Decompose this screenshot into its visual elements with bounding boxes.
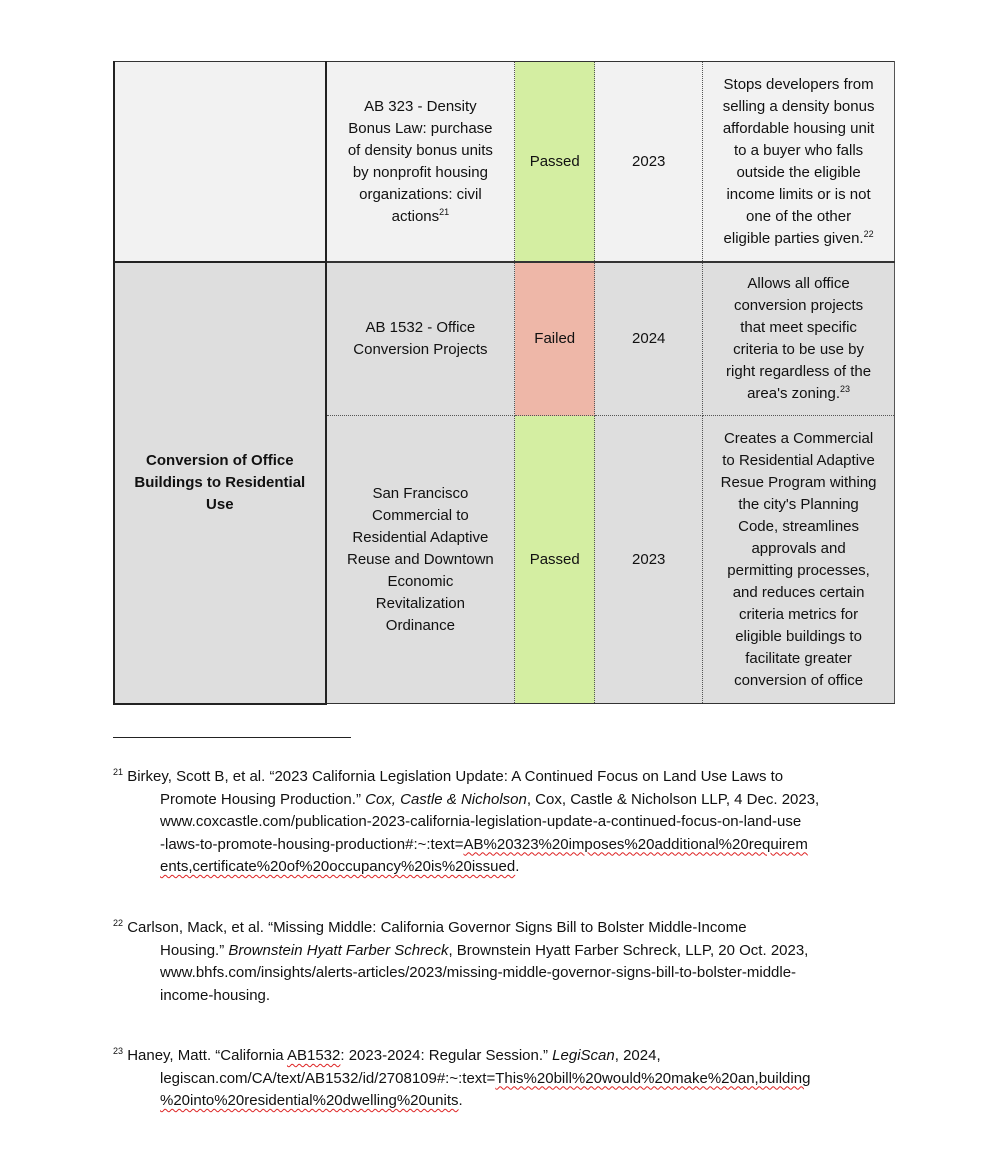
footnote-number: 22 [113, 918, 124, 928]
footnote-url[interactable]: -laws-to-promote-housing-production#:~:text= [160, 835, 464, 853]
year-cell: 2023 [595, 416, 703, 704]
bill-line: Conversion Projects [353, 341, 488, 358]
bill-text: actions [391, 207, 440, 225]
bill-line: AB 323 - Density [364, 97, 477, 115]
description-cell [703, 262, 895, 416]
table-row [114, 62, 895, 263]
desc-line: permitting processes, [727, 561, 870, 579]
desc-line: outside the eligible [736, 163, 861, 181]
bill-line [333, 206, 509, 228]
footnote-text: : 2023-2024: Regular Session.” [340, 1047, 553, 1064]
footnote-text: Haney, Matt. “California [127, 1047, 287, 1064]
category-line: Conversion of Office [146, 451, 294, 469]
desc-line: Resue Program withing [720, 473, 877, 491]
footnote-url[interactable]: ents,certificate%20of%20occupancy%20is%20issued [160, 858, 516, 875]
footnote-22 [113, 917, 903, 1007]
legislation-table [113, 61, 895, 705]
bill-cell [326, 262, 515, 416]
footnote-source: LegiScan [552, 1047, 615, 1064]
bill-line: of density bonus units [347, 141, 493, 159]
desc-line: right regardless of the [726, 363, 872, 380]
desc-line: the city's Planning [738, 495, 859, 513]
bill-line: Reuse and Downtown [347, 550, 494, 568]
desc-line: conversion of office [734, 671, 864, 689]
footnote-url[interactable]: www.coxcastle.com/publication-2023-california-legislation-update-a-continued-focus-on-land-use [160, 813, 802, 830]
desc-line: Code, streamlines [738, 517, 860, 535]
bill-line: Ordinance [385, 616, 455, 634]
desc-line: that meet specific [740, 319, 857, 336]
bill-cell [326, 416, 515, 704]
description-cell [703, 62, 895, 263]
bill-line: Economic [387, 572, 454, 590]
bill-line: by nonprofit housing [352, 163, 488, 181]
year-cell: 2023 [595, 62, 703, 263]
category-line: Buildings to Residential [134, 473, 306, 491]
bill-line: AB 1532 - Office [365, 319, 476, 336]
footnote-23 [113, 1045, 903, 1113]
bill-line: Residential Adaptive [352, 528, 489, 546]
desc-line: criteria to be use by [733, 341, 865, 358]
bill-line: Commercial to [372, 506, 469, 524]
desc-line: Stops developers from [723, 75, 874, 93]
bill-line: organizations: civil [359, 185, 482, 203]
footnote-ref[interactable]: 21 [439, 206, 450, 217]
footnote-source: Brownstein Hyatt Farber Schreck [228, 941, 449, 959]
footnote-text: AB1532 [286, 1047, 341, 1064]
category-line: Use [206, 495, 234, 513]
bill-line: San Francisco [372, 484, 469, 502]
desc-text: area's zoning. [747, 385, 841, 402]
year-cell: 2024 [595, 262, 703, 416]
footnote-url[interactable]: This%20bill%20would%20make%20an,building [495, 1069, 811, 1087]
footnote-ref[interactable]: 22 [863, 228, 874, 239]
category-cell [114, 262, 326, 704]
footnote-text: , 2024, [614, 1047, 661, 1064]
footnote-url[interactable]: AB%20323%20imposes%20additional%20requirem [463, 835, 808, 853]
bill-line: Bonus Law: purchase [348, 119, 493, 137]
footnote-text: Carlson, Mack, et al. “Missing Middle: California Governor Signs Bill to Bolster Middle-Income [127, 919, 747, 936]
footnote-text: . [515, 858, 520, 875]
status-passed: Passed [515, 416, 595, 704]
footnote-source: Cox, Castle & Nicholson [365, 790, 527, 808]
desc-line: one of the other [746, 207, 852, 225]
footnote-url[interactable]: income-housing. [160, 986, 271, 1004]
desc-line: and reduces certain [732, 583, 865, 601]
status-passed: Passed [515, 62, 595, 263]
status-failed: Failed [515, 262, 595, 416]
footnote-text: . [458, 1092, 463, 1109]
footnote-separator [113, 737, 351, 738]
table-row [114, 262, 895, 416]
footnote-url[interactable]: legiscan.com/CA/text/AB1532/id/2708109#:~:text= [160, 1069, 496, 1087]
footnote-text: Promote Housing Production.” [160, 790, 366, 808]
desc-line: affordable housing unit [722, 119, 875, 137]
bill-line: Revitalization [375, 594, 465, 612]
desc-line: approvals and [751, 539, 846, 557]
description-cell [703, 416, 895, 704]
footnote-text: , Cox, Castle & Nicholson LLP, 4 Dec. 2023, [526, 790, 820, 808]
footnote-21 [113, 766, 903, 879]
desc-line: criteria metrics for [738, 605, 859, 623]
footnote-text: , Brownstein Hyatt Farber Schreck, LLP, 20 Oct. 2023, [448, 941, 809, 959]
category-cell [114, 62, 326, 263]
footnote-url[interactable]: www.bhfs.com/insights/alerts-articles/2023/missing-middle-governor-signs-bill-to-bolster-middle- [160, 964, 797, 981]
desc-line [709, 383, 888, 405]
desc-line: to Residential Adaptive [722, 451, 875, 469]
footnote-ref[interactable]: 23 [840, 384, 851, 394]
footnote-url[interactable]: %20into%20residential%20dwelling%20units [160, 1092, 459, 1109]
desc-line: to a buyer who falls [733, 141, 864, 159]
desc-line: conversion projects [733, 297, 864, 314]
desc-line [709, 228, 888, 250]
bill-cell [326, 62, 515, 263]
desc-line: facilitate greater [745, 649, 852, 667]
desc-line: eligible buildings to [735, 627, 862, 645]
footnote-text: Birkey, Scott B, et al. “2023 California Legislation Update: A Continued Focus on Land Use Laws to [127, 768, 784, 785]
footnote-number: 23 [113, 1046, 124, 1056]
desc-line: income limits or is not [726, 185, 871, 203]
footnote-text: Housing.” [160, 941, 229, 959]
desc-text: eligible parties given. [723, 229, 864, 247]
desc-line: Allows all office [747, 275, 850, 292]
desc-line: selling a density bonus [722, 97, 875, 115]
footnote-number: 21 [113, 767, 124, 777]
desc-line: Creates a Commercial [723, 429, 874, 447]
